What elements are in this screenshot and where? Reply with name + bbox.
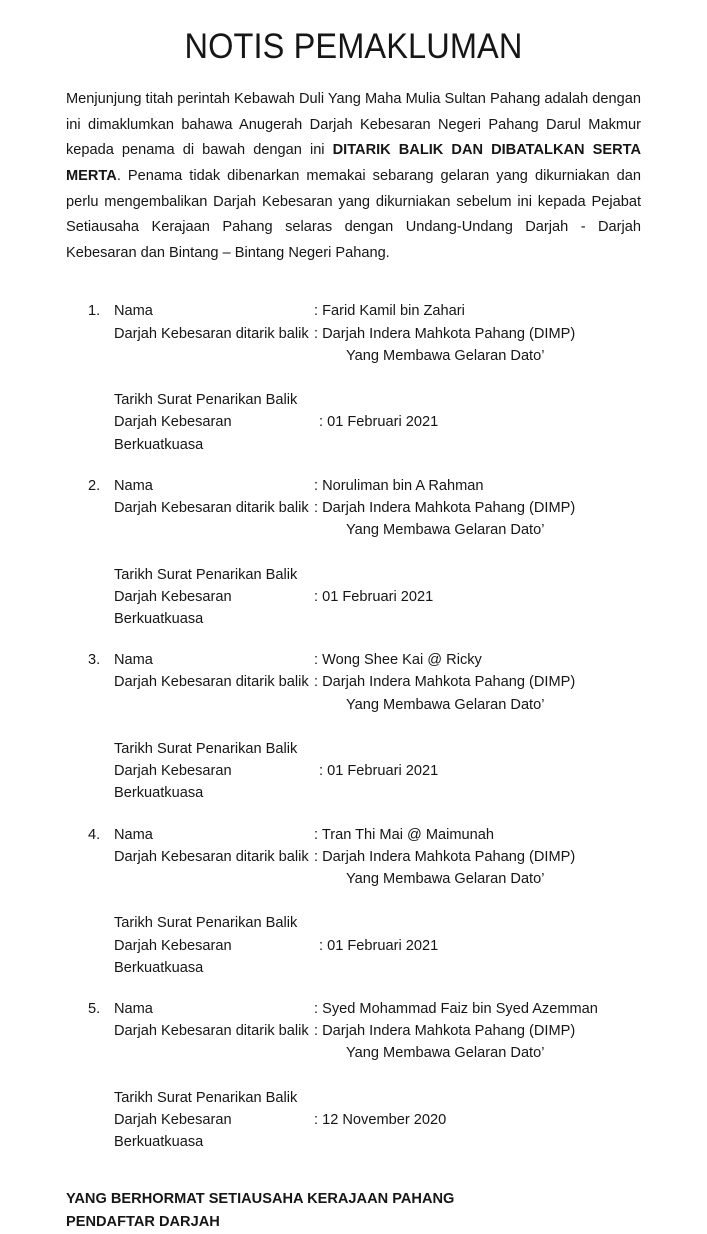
field-value-berkuatkuasa: : 12 November 2020 <box>314 1112 447 1129</box>
field-value-darjah-ditarik: : Darjah Indera Mahkota Pahang (DIMP) <box>314 500 576 517</box>
field-label-berkuatkuasa: Darjah Kebesaran Berkuatkuasa <box>114 414 232 453</box>
page-title: NOTIS PEMAKLUMAN <box>184 27 523 66</box>
row-spacer <box>90 890 641 912</box>
field-label-darjah-ditarik: Darjah Kebesaran ditarik balik <box>114 1023 309 1040</box>
field-value-darjah-ditarik: : Darjah Indera Mahkota Pahang (DIMP) <box>314 848 576 865</box>
field-row-tarikh-surat <box>90 1087 641 1109</box>
field-row-berkuatkuasa <box>90 935 641 979</box>
field-value-darjah-continuation: Yang Membawa Gelaran Dato’ <box>346 522 545 539</box>
field-label-nama: Nama <box>114 826 153 843</box>
field-value-berkuatkuasa: : 01 Februari 2021 <box>319 937 439 954</box>
field-label-darjah-ditarik: Darjah Kebesaran ditarik balik <box>114 500 309 517</box>
signatory-office: YANG BERHORMAT SETIAUSAHA KERAJAAN PAHANG <box>66 1191 455 1208</box>
field-label-nama: Nama <box>114 652 153 669</box>
field-value-darjah-ditarik: : Darjah Indera Mahkota Pahang (DIMP) <box>314 674 576 691</box>
field-row-darjah-ditarik <box>90 671 641 693</box>
field-row-tarikh-surat <box>90 738 641 760</box>
row-spacer <box>90 716 641 738</box>
field-label-tarikh-surat: Tarikh Surat Penarikan Balik <box>114 741 298 758</box>
field-row-nama <box>90 475 641 497</box>
field-row-nama <box>90 300 641 322</box>
field-label-darjah-ditarik: Darjah Kebesaran ditarik balik <box>114 848 309 865</box>
field-row-darjah-ditarik <box>90 497 641 519</box>
field-label-berkuatkuasa: Darjah Kebesaran Berkuatkuasa <box>114 1112 232 1151</box>
field-value-nama: : Farid Kamil bin Zahari <box>314 303 465 320</box>
list-item <box>66 998 641 1153</box>
field-row-tarikh-surat <box>90 912 641 934</box>
field-row-darjah-ditarik <box>90 846 641 868</box>
field-value-berkuatkuasa: : 01 Februari 2021 <box>314 588 434 605</box>
intro-paragraph <box>66 67 641 266</box>
field-row-nama <box>90 824 641 846</box>
signatory-title: PENDAFTAR DARJAH <box>66 1214 220 1231</box>
row-spacer <box>90 367 641 389</box>
recipient-list <box>66 266 641 1153</box>
field-value-darjah-continuation: Yang Membawa Gelaran Dato’ <box>346 696 545 713</box>
field-label-tarikh-surat: Tarikh Surat Penarikan Balik <box>114 566 298 583</box>
intro-text-part-2: . Penama tidak dibenarkan memakai sebarang gelaran yang dikurniakan dan perlu mengembalikan Darjah Kebesaran yang dikurniakan sebelum ini kepada Pejabat Setiausaha Kerajaan Pahang selaras dengan Undang-Undang Darjah - Darjah Kebesaran dan Bintang – Bintang Negeri Pahang. <box>66 168 641 261</box>
field-value-berkuatkuasa: : 01 Februari 2021 <box>319 763 439 780</box>
field-row-darjah-ditarik <box>90 1020 641 1042</box>
field-label-nama: Nama <box>114 477 153 494</box>
list-item-number: 5. <box>88 1001 101 1018</box>
field-label-tarikh-surat: Tarikh Surat Penarikan Balik <box>114 1089 298 1106</box>
list-item-number: 1. <box>88 303 101 320</box>
field-label-tarikh-surat: Tarikh Surat Penarikan Balik <box>114 392 298 409</box>
signature-block <box>66 1172 641 1233</box>
list-item <box>66 649 641 804</box>
list-item <box>66 300 641 455</box>
field-row-berkuatkuasa <box>90 586 641 630</box>
list-item <box>66 824 641 979</box>
field-value-darjah-ditarik: : Darjah Indera Mahkota Pahang (DIMP) <box>314 325 576 342</box>
field-value-nama: : Noruliman bin A Rahman <box>314 477 484 494</box>
field-row-nama <box>90 649 641 671</box>
field-label-darjah-ditarik: Darjah Kebesaran ditarik balik <box>114 325 309 342</box>
field-value-darjah-continuation: Yang Membawa Gelaran Dato’ <box>346 347 545 364</box>
field-value-nama: : Syed Mohammad Faiz bin Syed Azemman <box>314 1001 598 1018</box>
field-label-tarikh-surat: Tarikh Surat Penarikan Balik <box>114 915 298 932</box>
intro-text-part-1: Menjunjung titah perintah Kebawah Duli Yang Maha Mulia Sultan Pahang adalah dengan ini dimaklumkan bahawa Anugerah Darjah Kebesaran Negeri Pahang Darul Makmur kepada penama di bawah dengan ini <box>66 91 641 159</box>
field-label-berkuatkuasa: Darjah Kebesaran Berkuatkuasa <box>114 937 232 976</box>
field-row-nama <box>90 998 641 1020</box>
field-label-nama: Nama <box>114 303 153 320</box>
field-value-berkuatkuasa: : 01 Februari 2021 <box>319 414 439 431</box>
field-label-berkuatkuasa: Darjah Kebesaran Berkuatkuasa <box>114 588 232 628</box>
field-label-nama: Nama <box>114 1001 153 1018</box>
field-value-darjah-continuation: Yang Membawa Gelaran Dato’ <box>346 1045 545 1062</box>
field-value-nama: : Tran Thi Mai @ Maimunah <box>314 826 495 843</box>
field-label-berkuatkuasa: Darjah Kebesaran Berkuatkuasa <box>114 763 232 802</box>
field-value-nama: : Wong Shee Kai @ Ricky <box>314 652 482 669</box>
list-item-number: 4. <box>88 826 101 843</box>
list-item <box>66 475 641 630</box>
intro-text-emphasis: DITARIK BALIK DAN DIBATALKAN SERTA MERTA <box>66 142 641 185</box>
row-spacer <box>90 541 641 563</box>
field-row-tarikh-surat <box>90 389 641 411</box>
list-item-number: 2. <box>88 477 101 494</box>
row-spacer <box>90 1065 641 1087</box>
field-value-darjah-ditarik: : Darjah Indera Mahkota Pahang (DIMP) <box>314 1023 576 1040</box>
field-label-darjah-ditarik: Darjah Kebesaran ditarik balik <box>114 674 309 691</box>
list-item-number: 3. <box>88 652 101 669</box>
field-row-berkuatkuasa <box>90 760 641 804</box>
field-row-berkuatkuasa <box>90 1109 641 1153</box>
field-row-berkuatkuasa <box>90 411 641 455</box>
field-row-tarikh-surat <box>90 564 641 586</box>
field-value-darjah-continuation: Yang Membawa Gelaran Dato’ <box>346 871 545 888</box>
field-row-darjah-ditarik <box>90 323 641 345</box>
